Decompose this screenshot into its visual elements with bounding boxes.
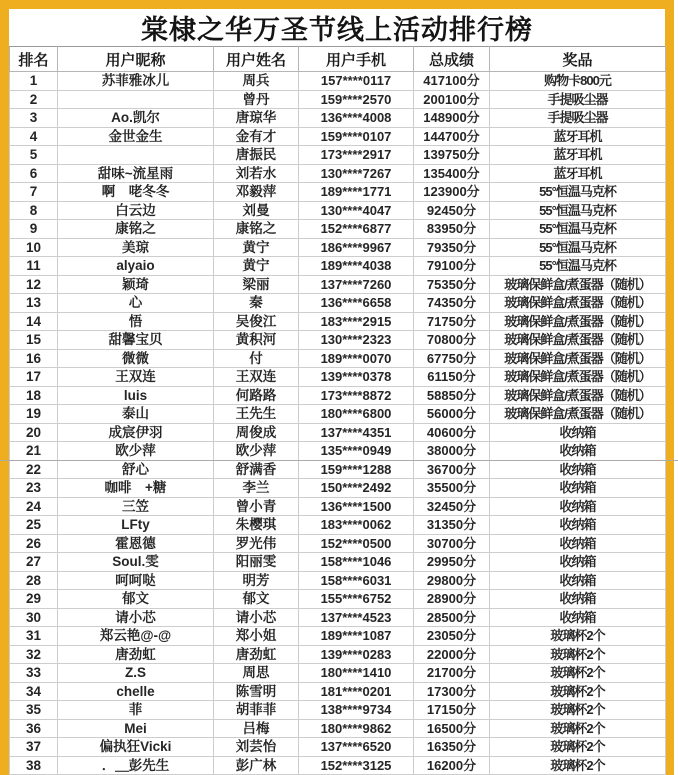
table-header-row — [10, 47, 666, 72]
cell-score: 16200分 — [414, 756, 490, 775]
cell-name: 朱樱琪 — [214, 516, 299, 535]
cell-prize: 蓝牙耳机 — [490, 146, 666, 165]
cell-rank: 17 — [10, 368, 58, 387]
cell-phone: 183****2915 — [299, 312, 414, 331]
table-row — [10, 479, 666, 498]
cell-phone: 150****2492 — [299, 479, 414, 498]
cell-rank: 36 — [10, 719, 58, 738]
cell-phone: 159****1288 — [299, 460, 414, 479]
cell-prize: 蓝牙耳机 — [490, 127, 666, 146]
cell-phone: 136****1500 — [299, 497, 414, 516]
table-row — [10, 238, 666, 257]
table-row — [10, 738, 666, 757]
cell-nickname: 欧少萍 — [58, 442, 214, 461]
cell-rank: 35 — [10, 701, 58, 720]
cell-nickname: LFty — [58, 516, 214, 535]
table-row — [10, 664, 666, 683]
cell-nickname: 颖琦 — [58, 275, 214, 294]
table-row — [10, 257, 666, 276]
table-row — [10, 275, 666, 294]
cell-prize: 55°恒温马克杯 — [490, 257, 666, 276]
cell-rank: 30 — [10, 608, 58, 627]
cell-name: 李兰 — [214, 479, 299, 498]
cell-rank: 20 — [10, 423, 58, 442]
cell-name: 周思 — [214, 664, 299, 683]
table-row — [10, 368, 666, 387]
cell-phone: 186****9967 — [299, 238, 414, 257]
cell-name: 吕梅 — [214, 719, 299, 738]
cell-rank: 28 — [10, 571, 58, 590]
cell-prize: 收纳箱 — [490, 460, 666, 479]
cell-rank: 5 — [10, 146, 58, 165]
cell-rank: 14 — [10, 312, 58, 331]
frame-border-right — [665, 0, 674, 775]
table-row — [10, 701, 666, 720]
cell-name: 刘曼 — [214, 201, 299, 220]
cell-nickname: 甜馨宝贝 — [58, 331, 214, 350]
cell-prize: 玻璃杯2个 — [490, 664, 666, 683]
cell-nickname: 甜味~流星雨 — [58, 164, 214, 183]
cell-score: 29950分 — [414, 553, 490, 572]
cell-name: 黄宁 — [214, 257, 299, 276]
cell-phone: 130****2323 — [299, 331, 414, 350]
cell-rank: 8 — [10, 201, 58, 220]
cell-prize: 收纳箱 — [490, 497, 666, 516]
cell-prize: 购物卡800元 — [490, 72, 666, 91]
table-row — [10, 645, 666, 664]
cell-name: 吴俊江 — [214, 312, 299, 331]
cell-score: 200100分 — [414, 90, 490, 109]
table-row — [10, 682, 666, 701]
cell-nickname: Soul.雯 — [58, 553, 214, 572]
cell-name: 阳丽雯 — [214, 553, 299, 572]
cell-rank: 27 — [10, 553, 58, 572]
cell-prize: 收纳箱 — [490, 534, 666, 553]
cell-name: 王先生 — [214, 405, 299, 424]
cell-score: 135400分 — [414, 164, 490, 183]
table-row — [10, 127, 666, 146]
cell-prize: 收纳箱 — [490, 442, 666, 461]
table-row — [10, 201, 666, 220]
cell-score: 123900分 — [414, 183, 490, 202]
cell-nickname — [58, 146, 214, 165]
cell-name: 明芳 — [214, 571, 299, 590]
cell-score: 28500分 — [414, 608, 490, 627]
cell-name: 胡菲菲 — [214, 701, 299, 720]
cell-name: 陈雪明 — [214, 682, 299, 701]
cell-score: 71750分 — [414, 312, 490, 331]
table-row — [10, 183, 666, 202]
cell-prize: 55°恒温马克杯 — [490, 238, 666, 257]
stitch-seam-line — [0, 460, 678, 461]
cell-name: 唐琼华 — [214, 109, 299, 128]
cell-name: 郑小姐 — [214, 627, 299, 646]
cell-name: 唐振民 — [214, 146, 299, 165]
cell-prize: 收纳箱 — [490, 608, 666, 627]
cell-rank: 25 — [10, 516, 58, 535]
cell-rank: 3 — [10, 109, 58, 128]
cell-nickname: Mei — [58, 719, 214, 738]
cell-phone: 137****4523 — [299, 608, 414, 627]
cell-rank: 6 — [10, 164, 58, 183]
cell-rank: 1 — [10, 72, 58, 91]
cell-phone: 159****0107 — [299, 127, 414, 146]
table-row — [10, 627, 666, 646]
cell-rank: 9 — [10, 220, 58, 239]
cell-score: 61150分 — [414, 368, 490, 387]
cell-score: 29800分 — [414, 571, 490, 590]
cell-prize: 蓝牙耳机 — [490, 164, 666, 183]
cell-prize: 玻璃保鲜盒/煮蛋器（随机） — [490, 331, 666, 350]
cell-prize: 手提吸尘器 — [490, 90, 666, 109]
table-body — [10, 72, 666, 775]
table-row — [10, 405, 666, 424]
cell-name: 郁文 — [214, 590, 299, 609]
cell-name: 刘芸怡 — [214, 738, 299, 757]
cell-score: 417100分 — [414, 72, 490, 91]
frame-border-left — [0, 0, 9, 775]
cell-phone: 158****6031 — [299, 571, 414, 590]
cell-score: 148900分 — [414, 109, 490, 128]
cell-phone: 137****6520 — [299, 738, 414, 757]
cell-prize: 55°恒温马克杯 — [490, 220, 666, 239]
cell-nickname: chelle — [58, 682, 214, 701]
cell-prize: 玻璃保鲜盒/煮蛋器（随机） — [490, 312, 666, 331]
cell-score: 58850分 — [414, 386, 490, 405]
cell-prize: 玻璃保鲜盒/煮蛋器（随机） — [490, 405, 666, 424]
table-row — [10, 72, 666, 91]
cell-nickname: 成宸伊羽 — [58, 423, 214, 442]
cell-phone: 159****2570 — [299, 90, 414, 109]
cell-name: 付 — [214, 349, 299, 368]
cell-rank: 32 — [10, 645, 58, 664]
cell-score: 16350分 — [414, 738, 490, 757]
cell-name: 康铭之 — [214, 220, 299, 239]
table-row — [10, 497, 666, 516]
cell-nickname: 微微 — [58, 349, 214, 368]
cell-score: 17300分 — [414, 682, 490, 701]
cell-nickname: 金世金生 — [58, 127, 214, 146]
col-header-score: 总成绩 — [414, 47, 490, 72]
cell-rank: 2 — [10, 90, 58, 109]
cell-nickname: 呵呵哒 — [58, 571, 214, 590]
cell-name: 王双连 — [214, 368, 299, 387]
table-row — [10, 756, 666, 775]
table-row — [10, 460, 666, 479]
cell-prize: 玻璃杯2个 — [490, 738, 666, 757]
cell-nickname: 唐劲虹 — [58, 645, 214, 664]
cell-name: 金有才 — [214, 127, 299, 146]
cell-score: 38000分 — [414, 442, 490, 461]
cell-rank: 13 — [10, 294, 58, 313]
col-header-rank: 排名 — [10, 47, 58, 72]
cell-name: 请小芯 — [214, 608, 299, 627]
cell-rank: 23 — [10, 479, 58, 498]
col-header-phone: 用户手机 — [299, 47, 414, 72]
cell-phone: 180****1410 — [299, 664, 414, 683]
table-row — [10, 590, 666, 609]
cell-name: 舒满香 — [214, 460, 299, 479]
cell-rank: 21 — [10, 442, 58, 461]
cell-name: 周兵 — [214, 72, 299, 91]
cell-phone: 152****6877 — [299, 220, 414, 239]
cell-rank: 15 — [10, 331, 58, 350]
table-row — [10, 423, 666, 442]
cell-prize: 55°恒温马克杯 — [490, 183, 666, 202]
cell-phone: 137****4351 — [299, 423, 414, 442]
table-row — [10, 109, 666, 128]
cell-score: 75350分 — [414, 275, 490, 294]
cell-score: 21700分 — [414, 664, 490, 683]
table-row — [10, 220, 666, 239]
cell-rank: 22 — [10, 460, 58, 479]
cell-rank: 12 — [10, 275, 58, 294]
cell-nickname: 咖啡 +糖 — [58, 479, 214, 498]
table-row — [10, 386, 666, 405]
cell-phone: 183****0062 — [299, 516, 414, 535]
col-header-name: 用户姓名 — [214, 47, 299, 72]
cell-rank: 18 — [10, 386, 58, 405]
table-row — [10, 164, 666, 183]
cell-rank: 19 — [10, 405, 58, 424]
cell-prize: 收纳箱 — [490, 553, 666, 572]
cell-phone: 189****1771 — [299, 183, 414, 202]
cell-nickname: alyaio — [58, 257, 214, 276]
cell-name: 黄积河 — [214, 331, 299, 350]
cell-phone: 139****0378 — [299, 368, 414, 387]
cell-prize: 玻璃杯2个 — [490, 627, 666, 646]
cell-score: 36700分 — [414, 460, 490, 479]
table-row — [10, 90, 666, 109]
cell-nickname: 白云边 — [58, 201, 214, 220]
table-row — [10, 553, 666, 572]
cell-score: 79100分 — [414, 257, 490, 276]
cell-prize: 玻璃保鲜盒/煮蛋器（随机） — [490, 349, 666, 368]
table-row — [10, 534, 666, 553]
cell-nickname: 偏执狂Vicki — [58, 738, 214, 757]
table-row — [10, 719, 666, 738]
cell-rank: 11 — [10, 257, 58, 276]
cell-rank: 7 — [10, 183, 58, 202]
cell-prize: 玻璃保鲜盒/煮蛋器（随机） — [490, 294, 666, 313]
cell-rank: 4 — [10, 127, 58, 146]
cell-score: 144700分 — [414, 127, 490, 146]
cell-phone: 157****0117 — [299, 72, 414, 91]
cell-name: 罗光伟 — [214, 534, 299, 553]
cell-prize: 55°恒温马克杯 — [490, 201, 666, 220]
cell-rank: 16 — [10, 349, 58, 368]
table-row — [10, 571, 666, 590]
cell-prize: 玻璃保鲜盒/煮蛋器（随机） — [490, 275, 666, 294]
cell-score: 28900分 — [414, 590, 490, 609]
cell-prize: 手提吸尘器 — [490, 109, 666, 128]
cell-score: 16500分 — [414, 719, 490, 738]
cell-score: 70800分 — [414, 331, 490, 350]
cell-name: 刘若水 — [214, 164, 299, 183]
cell-nickname: 霍恩德 — [58, 534, 214, 553]
cell-phone: 180****6800 — [299, 405, 414, 424]
cell-phone: 189****4038 — [299, 257, 414, 276]
table-row — [10, 608, 666, 627]
cell-nickname: Ao.凯尔 — [58, 109, 214, 128]
cell-score: 35500分 — [414, 479, 490, 498]
cell-prize: 玻璃杯2个 — [490, 682, 666, 701]
cell-score: 32450分 — [414, 497, 490, 516]
col-header-prize: 奖品 — [490, 47, 666, 72]
cell-score: 23050分 — [414, 627, 490, 646]
cell-score: 17150分 — [414, 701, 490, 720]
cell-score: 83950分 — [414, 220, 490, 239]
cell-name: 欧少萍 — [214, 442, 299, 461]
cell-nickname: 王双连 — [58, 368, 214, 387]
cell-score: 139750分 — [414, 146, 490, 165]
cell-score: 56000分 — [414, 405, 490, 424]
cell-nickname: Z.S — [58, 664, 214, 683]
cell-prize: 收纳箱 — [490, 479, 666, 498]
cell-name: 梁丽 — [214, 275, 299, 294]
table-row — [10, 349, 666, 368]
cell-phone: 139****0283 — [299, 645, 414, 664]
cell-nickname: 心 — [58, 294, 214, 313]
cell-prize: 收纳箱 — [490, 590, 666, 609]
cell-nickname: 请小芯 — [58, 608, 214, 627]
cell-score: 22000分 — [414, 645, 490, 664]
cell-rank: 38 — [10, 756, 58, 775]
cell-phone: 152****0500 — [299, 534, 414, 553]
cell-nickname: 泰山 — [58, 405, 214, 424]
cell-score: 92450分 — [414, 201, 490, 220]
cell-rank: 37 — [10, 738, 58, 757]
cell-score: 31350分 — [414, 516, 490, 535]
page-title: 棠棣之华万圣节线上活动排行榜 — [9, 9, 665, 46]
cell-name: 何路路 — [214, 386, 299, 405]
cell-nickname: 康铭之 — [58, 220, 214, 239]
cell-rank: 34 — [10, 682, 58, 701]
cell-prize: 玻璃保鲜盒/煮蛋器（随机） — [490, 386, 666, 405]
cell-nickname: 悟 — [58, 312, 214, 331]
cell-prize: 玻璃杯2个 — [490, 645, 666, 664]
table-row — [10, 294, 666, 313]
cell-phone: 152****3125 — [299, 756, 414, 775]
ranking-table — [9, 46, 666, 775]
cell-nickname: 舒心 — [58, 460, 214, 479]
cell-name: 周俊成 — [214, 423, 299, 442]
table-row — [10, 516, 666, 535]
cell-nickname: 郑云艳@-@ — [58, 627, 214, 646]
cell-score: 74350分 — [414, 294, 490, 313]
cell-name: 秦 — [214, 294, 299, 313]
cell-score: 30700分 — [414, 534, 490, 553]
cell-prize: 收纳箱 — [490, 423, 666, 442]
cell-rank: 31 — [10, 627, 58, 646]
cell-name: 黄宁 — [214, 238, 299, 257]
cell-name: 曾丹 — [214, 90, 299, 109]
cell-rank: 29 — [10, 590, 58, 609]
cell-nickname: 啊 咾冬冬 — [58, 183, 214, 202]
col-header-nickname: 用户昵称 — [58, 47, 214, 72]
cell-nickname — [58, 90, 214, 109]
cell-phone: 181****0201 — [299, 682, 414, 701]
cell-phone: 158****1046 — [299, 553, 414, 572]
cell-rank: 26 — [10, 534, 58, 553]
cell-phone: 155****6752 — [299, 590, 414, 609]
cell-rank: 24 — [10, 497, 58, 516]
cell-prize: 玻璃杯2个 — [490, 719, 666, 738]
cell-prize: 玻璃杯2个 — [490, 756, 666, 775]
cell-name: 唐劲虹 — [214, 645, 299, 664]
cell-nickname: ．＿彭先生 — [58, 756, 214, 775]
cell-phone: 180****9862 — [299, 719, 414, 738]
cell-prize: 收纳箱 — [490, 516, 666, 535]
cell-phone: 136****4008 — [299, 109, 414, 128]
table-row — [10, 331, 666, 350]
cell-nickname: 三笠 — [58, 497, 214, 516]
cell-phone: 173****8872 — [299, 386, 414, 405]
cell-nickname: 苏菲雅冰儿 — [58, 72, 214, 91]
cell-phone: 189****0070 — [299, 349, 414, 368]
cell-nickname: 郁文 — [58, 590, 214, 609]
table-row — [10, 312, 666, 331]
cell-name: 邓毅萍 — [214, 183, 299, 202]
cell-rank: 10 — [10, 238, 58, 257]
table-row — [10, 146, 666, 165]
cell-prize: 玻璃保鲜盒/煮蛋器（随机） — [490, 368, 666, 387]
cell-phone: 137****7260 — [299, 275, 414, 294]
table-row — [10, 442, 666, 461]
cell-score: 40600分 — [414, 423, 490, 442]
cell-score: 67750分 — [414, 349, 490, 368]
cell-name: 曾小青 — [214, 497, 299, 516]
cell-prize: 收纳箱 — [490, 571, 666, 590]
cell-phone: 138****9734 — [299, 701, 414, 720]
cell-phone: 173****2917 — [299, 146, 414, 165]
cell-rank: 33 — [10, 664, 58, 683]
cell-phone: 130****4047 — [299, 201, 414, 220]
cell-nickname: 菲 — [58, 701, 214, 720]
cell-phone: 136****6658 — [299, 294, 414, 313]
cell-phone: 130****7267 — [299, 164, 414, 183]
cell-phone: 135****0949 — [299, 442, 414, 461]
cell-nickname: luis — [58, 386, 214, 405]
cell-score: 79350分 — [414, 238, 490, 257]
cell-nickname: 美琼 — [58, 238, 214, 257]
cell-name: 彭广林 — [214, 756, 299, 775]
cell-prize: 玻璃杯2个 — [490, 701, 666, 720]
cell-phone: 189****1087 — [299, 627, 414, 646]
